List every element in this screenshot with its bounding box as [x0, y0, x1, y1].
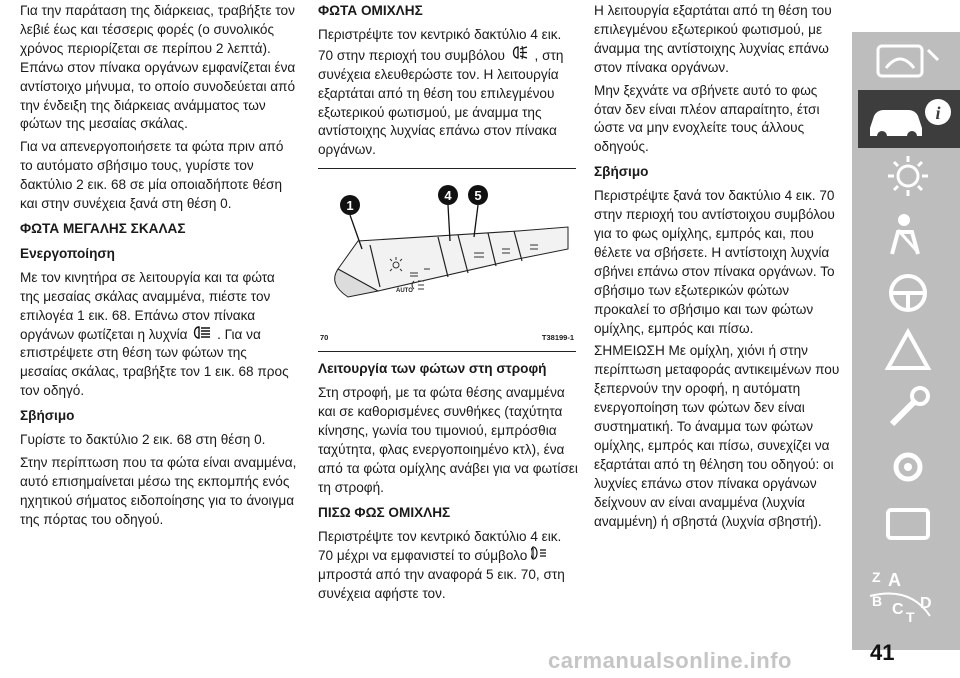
tab-technical-data[interactable]: [858, 438, 960, 496]
figure-light-stalk: [318, 168, 576, 352]
multimedia-icon: [858, 496, 960, 554]
front-fog-light-icon: [509, 45, 531, 66]
callout-5: [468, 185, 488, 205]
paragraph-text: Με τον κινητήρα σε λειτουργία και τα φώτα της μεσαίας σκάλας αναμμένα, πιέστε τον επιλογέα 1 εικ. 68. Επάνω στον πίνακα οργάνων φωτίζεται η λυχνία: [20, 269, 275, 342]
tab-emergency[interactable]: [858, 322, 960, 380]
subsection-heading: Σβήσιμο: [594, 164, 649, 180]
paragraph-text: , στη συνέχεια ελευθερώστε τον. Η λειτουργία εξαρτάται από τη θέση του επιλεγμένου εξωτερικού φωτισμού, με άναμμα της αντίστοιχης λυχνίας επάνω στον πίνακα οργάνων.: [318, 47, 564, 158]
auto-label: AUTO: [396, 288, 413, 295]
seatbelt-icon: [858, 206, 960, 264]
paragraph: Γυρίστε το δακτύλιο 2 εικ. 68 στη θέση 0.: [20, 432, 266, 448]
car-info-icon: [858, 90, 960, 148]
paragraph-text: Περιστρέψτε τον κεντρικό δακτύλιο 4 εικ. 70 στην περιοχή του συμβόλου: [318, 26, 562, 63]
watermark: carmanualsonline.info: [548, 648, 792, 673]
tab-safety[interactable]: [858, 206, 960, 264]
text-column-1: [20, 2, 298, 534]
tab-index[interactable]: [858, 556, 960, 630]
paragraph: [318, 26, 580, 160]
figure-code: T38199-1: [541, 333, 574, 343]
subsection-heading: Σβήσιμο: [20, 408, 75, 424]
high-beam-icon: [191, 326, 213, 345]
index-letters-icon: [858, 556, 960, 630]
section-heading: ΦΩΤΑ ΟΜΙΧΛΗΣ: [318, 3, 423, 18]
paragraph-text: μπροστά από την αναφορά 5 εικ. 70, στη συνέχεια αφήστε τον.: [318, 567, 565, 602]
paragraph: Στην περίπτωση που τα φώτα είναι αναμμένα, αυτό επισημαίνεται μέσω της εκπομπής ενός ηχητικού σήματος ειδοποίησης για το άνοιγμα της πόρτας του οδηγού.: [20, 454, 297, 527]
dashboard-icon: [858, 32, 960, 90]
subsection-heading: Ενεργοποίηση: [20, 245, 115, 261]
callout-1: [340, 195, 360, 215]
svg-text:A: A: [888, 570, 901, 590]
light-stalk-illustration: [318, 169, 576, 351]
paragraph: Μην ξεχνάτε να σβήνετε αυτό το φως όταν δεν είναι πλέον απαραίτητο, έτσι ώστε να μην ενοχλείτε τους άλλους οδηγούς.: [594, 82, 820, 155]
svg-text:C: C: [892, 601, 904, 618]
warning-triangle-icon: [858, 322, 960, 380]
svg-text:Z: Z: [872, 569, 881, 585]
callout-label: 5: [474, 188, 482, 204]
figure-number: 70: [320, 333, 329, 343]
section-heading: Λειτουργία των φώτων στη στροφή: [318, 361, 547, 377]
steering-wheel-icon: [858, 264, 960, 322]
svg-text:B: B: [872, 593, 883, 609]
paragraph: Περιστρέψτε ξανά τον δακτύλιο 4 εικ. 70 στην περιοχή του αντίστοιχου συμβόλου για το φως ομίχλης, εμπρός και, που θέλετε να σβήσετε. Η αντίστοιχη λυχνία σβήνει επάνω στον πίνακα οργάνων. Το σβήσιμο των εξωτερικών φώτων προκαλεί το σβήσιμο και των φώτων ομίχλης, εμπρός και πίσω.: [594, 188, 835, 336]
svg-text:i: i: [935, 103, 941, 123]
paragraph: Για την παράταση της διάρκειας, τραβήξτε τον λεβιέ έως και τέσσερις φορές (ο συνολικός χρόνος περιορίζεται σε περίπου 2 λεπτά). Επάνω στον πίνακα οργάνων εμφανίζεται ένα αντίστοιχο μήνυμα, το οποίο συνοδεύεται από την ένδειξη της διάρκειας ανάμματος των φώτων της μεσαίας σκάλας.: [20, 3, 296, 132]
svg-text:T: T: [906, 609, 915, 625]
tab-starting[interactable]: [858, 264, 960, 322]
svg-text:D: D: [920, 595, 932, 612]
text-column-2: [318, 2, 580, 608]
callout-4: [438, 185, 458, 205]
gear-icon: [858, 438, 960, 496]
section-heading: ΠΙΣΩ ΦΩΣ ΟΜΙΧΛΗΣ: [318, 504, 451, 520]
callout-label: 4: [444, 188, 452, 204]
text-column-3: [594, 2, 844, 535]
paragraph-text: Περιστρέψτε τον κεντρικό δακτύλιο 4 εικ. 70 μέχρι να εμφανιστεί το σύμβολο: [318, 528, 562, 564]
page-number: 41: [870, 640, 895, 665]
callout-label: 1: [346, 198, 354, 214]
rear-fog-light-icon: [531, 546, 547, 566]
tab-maintenance[interactable]: [858, 380, 960, 438]
wrench-icon: [858, 380, 960, 438]
tab-car-info-active[interactable]: [858, 90, 960, 148]
tab-multimedia[interactable]: [858, 496, 960, 554]
paragraph: Η λειτουργία εξαρτάται από τη θέση του επιλεγμένου εξωτερικού φωτισμού, με άναμμα της αντίστοιχης λυχνίας επάνω στον πίνακα οργάνων.: [594, 3, 832, 75]
section-heading: ΦΩΤΑ ΜΕΓΑΛΗΣ ΣΚΑΛΑΣ: [20, 220, 186, 236]
paragraph-text: . Για να επιστρέψετε στη θέση των φώτων της μεσαίας σκάλας, τραβήξτε τον 1 εικ. 68 προς τον οδηγό.: [20, 326, 289, 399]
tab-lights[interactable]: [858, 148, 960, 206]
paragraph: Στη στροφή, με τα φώτα θέσης αναμμένα και σε καθορισμένες συνθήκες (ταχύτητα κίνησης, γωνία του τιμονιού, εμπρόσθια ταχύτητα, φλας ενεργοποιημένο κτλ), ένα από τα φώτα ομίχλης ανάβει για να φωτίσει τη στροφή.: [318, 385, 578, 495]
light-bulb-icon: [858, 148, 960, 206]
paragraph: [20, 269, 298, 401]
paragraph: [318, 528, 580, 605]
paragraph: Για να απενεργοποιήσετε τα φώτα πριν από το αυτόματο σβήσιμο τους, γυρίστε τον δακτύλιο 2 εικ. 68 σε μία οποιαδήποτε θέση και στην συνέχεια ξανά στη θέση 0.: [20, 139, 284, 212]
note-paragraph: ΣΗΜΕΙΩΣΗ Με ομίχλη, χιόνι ή στην περίπτωση μεταφοράς αντικειμένων που ξεπερνούν την οροφή, η αυτόματη ενεργοποίηση των φώτων δεν είναι συστηματική. Το άναμμα των φώτων ομίχλης, εμπρός και πίσω, συνεχίζει να εξαρτάται από τη θέληση του οδηγού: οι λυχνίες επάνω στον πίνακα οργάνων δείχνουν αν είναι αναμμένα (λυχνία αναμμένη) ή σβηστά (λυχνία σβηστή).: [594, 343, 840, 529]
tab-dashboard[interactable]: [858, 32, 960, 90]
